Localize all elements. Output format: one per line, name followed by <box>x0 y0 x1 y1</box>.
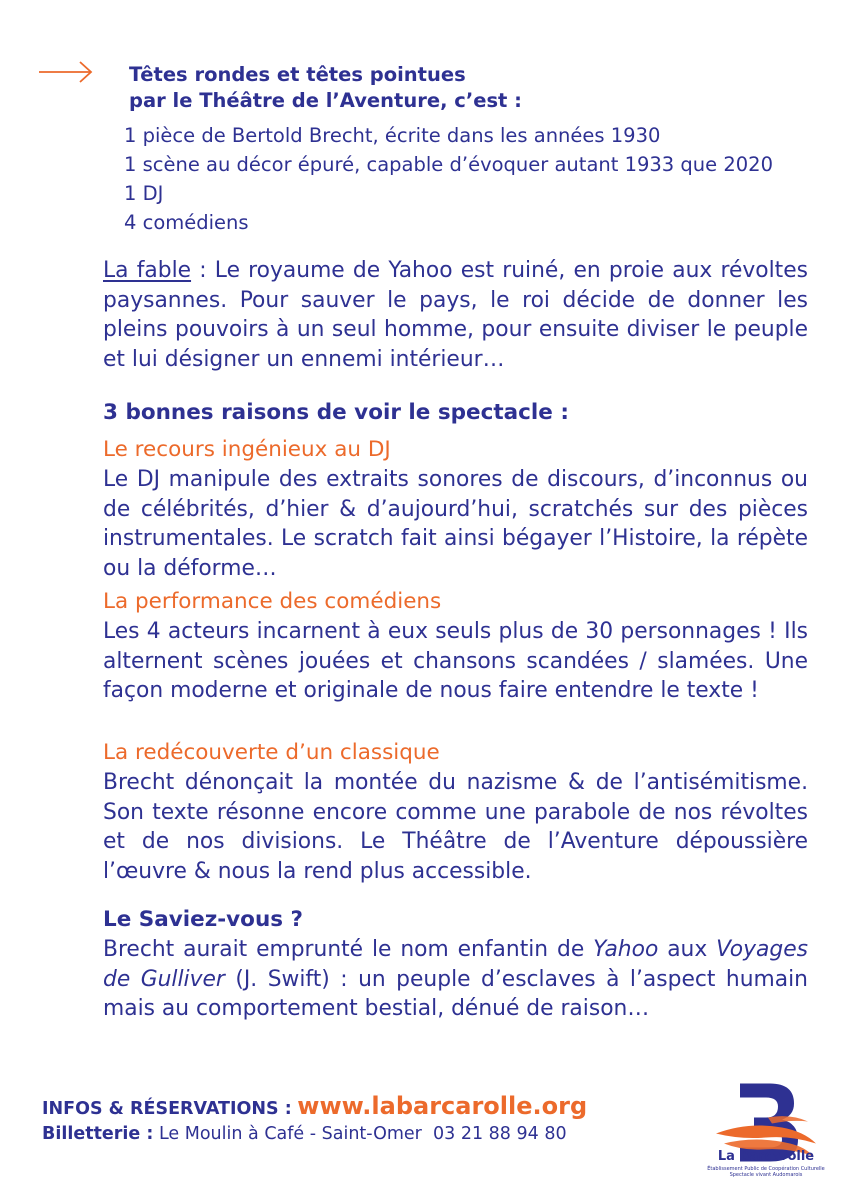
intro-section <box>124 62 829 237</box>
infos-label: INFOS & RÉSERVATIONS : <box>42 1099 292 1119</box>
fable-paragraph <box>103 256 808 374</box>
logo-tagline-line: Spectacle vivant Audomarois <box>729 1172 803 1178</box>
saviez-italic: Voyages de Gulliver <box>103 937 808 992</box>
saviez-heading: Le Saviez-vous ? <box>103 907 304 932</box>
reason-text: Les 4 acteurs incarnent à eux seuls plus de 30 personnages ! Ils alternent scènes jouées et chansons scandées / slamées. Une façon moderne et originale de nous faire entendre le texte ! <box>103 619 808 703</box>
facts-list <box>124 121 829 237</box>
phone-number: 03 21 88 94 80 <box>433 1124 567 1144</box>
billetterie-place: Le Moulin à Café - Saint-Omer <box>158 1124 422 1144</box>
reason-text: Le DJ manipule des extraits sonores de discours, d’inconnus ou de célébrités, d’hier & d’aujourd’hui, scratchés sur des pièces instrumentales. Le scratch fait ainsi bégayer l’Histoire, la répète ou la déforme… <box>103 467 808 581</box>
show-title: Têtes rondes et têtes pointues <box>129 63 466 86</box>
reasons-heading: 3 bonnes raisons de voir le spectacle : <box>103 400 569 425</box>
saviez-text-part: aux <box>658 937 717 962</box>
fable-section <box>103 256 808 374</box>
fable-label: La fable <box>103 258 192 283</box>
saviez-italic: Yahoo <box>593 937 659 962</box>
logo-tagline <box>700 1166 832 1178</box>
arrow-right-icon <box>38 60 94 84</box>
logo-name: La Barcarolle <box>717 1149 815 1164</box>
reason-title: La redécouverte d’un classique <box>103 740 440 765</box>
fact-item: 1 pièce de Bertold Brecht, écrite dans les années 1930 <box>124 124 661 147</box>
reason-text: Brecht dénonçait la montée du nazisme & de l’antisémitisme. Son texte résonne encore comme une parabole de nos révoltes et de nos divisions. Le Théâtre de l’Aventure dépoussière l’œuvre & nous la rend plus accessible. <box>103 770 808 884</box>
logo-tagline-line: Établissement Public de Coopération Culturelle <box>707 1166 825 1172</box>
website-link[interactable]: www.labarcarolle.org <box>297 1092 588 1120</box>
fact-item: 4 comédiens <box>124 211 249 234</box>
reason-block <box>103 435 808 583</box>
billetterie-label: Billetterie : <box>42 1124 154 1144</box>
reason-block <box>103 738 808 886</box>
show-subtitle: par le Théâtre de l’Aventure, c’est : <box>129 89 522 112</box>
saviez-text-part: (J. Swift) : un peuple d’esclaves à l’aspect humain mais au comportement bestial, dénué de raison… <box>103 966 808 1021</box>
footer-info <box>42 1094 682 1147</box>
reason-title: La performance des comédiens <box>103 589 442 614</box>
reason-block <box>103 587 808 706</box>
saviez-text <box>103 935 808 1024</box>
billetterie-line <box>42 1122 682 1147</box>
fable-text: : Le royaume de Yahoo est ruiné, en proie aux révoltes paysannes. Pour sauver le pays, le roi décide de donner les pleins pouvoirs à un seul homme, pour ensuite diviser le peuple et lui désigner un ennemi intérieur… <box>103 258 808 372</box>
reason-title: Le recours ingénieux au DJ <box>103 437 391 462</box>
fact-item: 1 scène au décor épuré, capable d’évoquer autant 1933 que 2020 <box>124 153 773 176</box>
reservations-line <box>42 1094 682 1122</box>
saviez-section <box>103 905 808 1024</box>
reasons-section <box>103 398 808 428</box>
saviez-text-part: Brecht aurait emprunté le nom enfantin de <box>103 937 594 962</box>
fact-item: 1 DJ <box>124 182 164 205</box>
